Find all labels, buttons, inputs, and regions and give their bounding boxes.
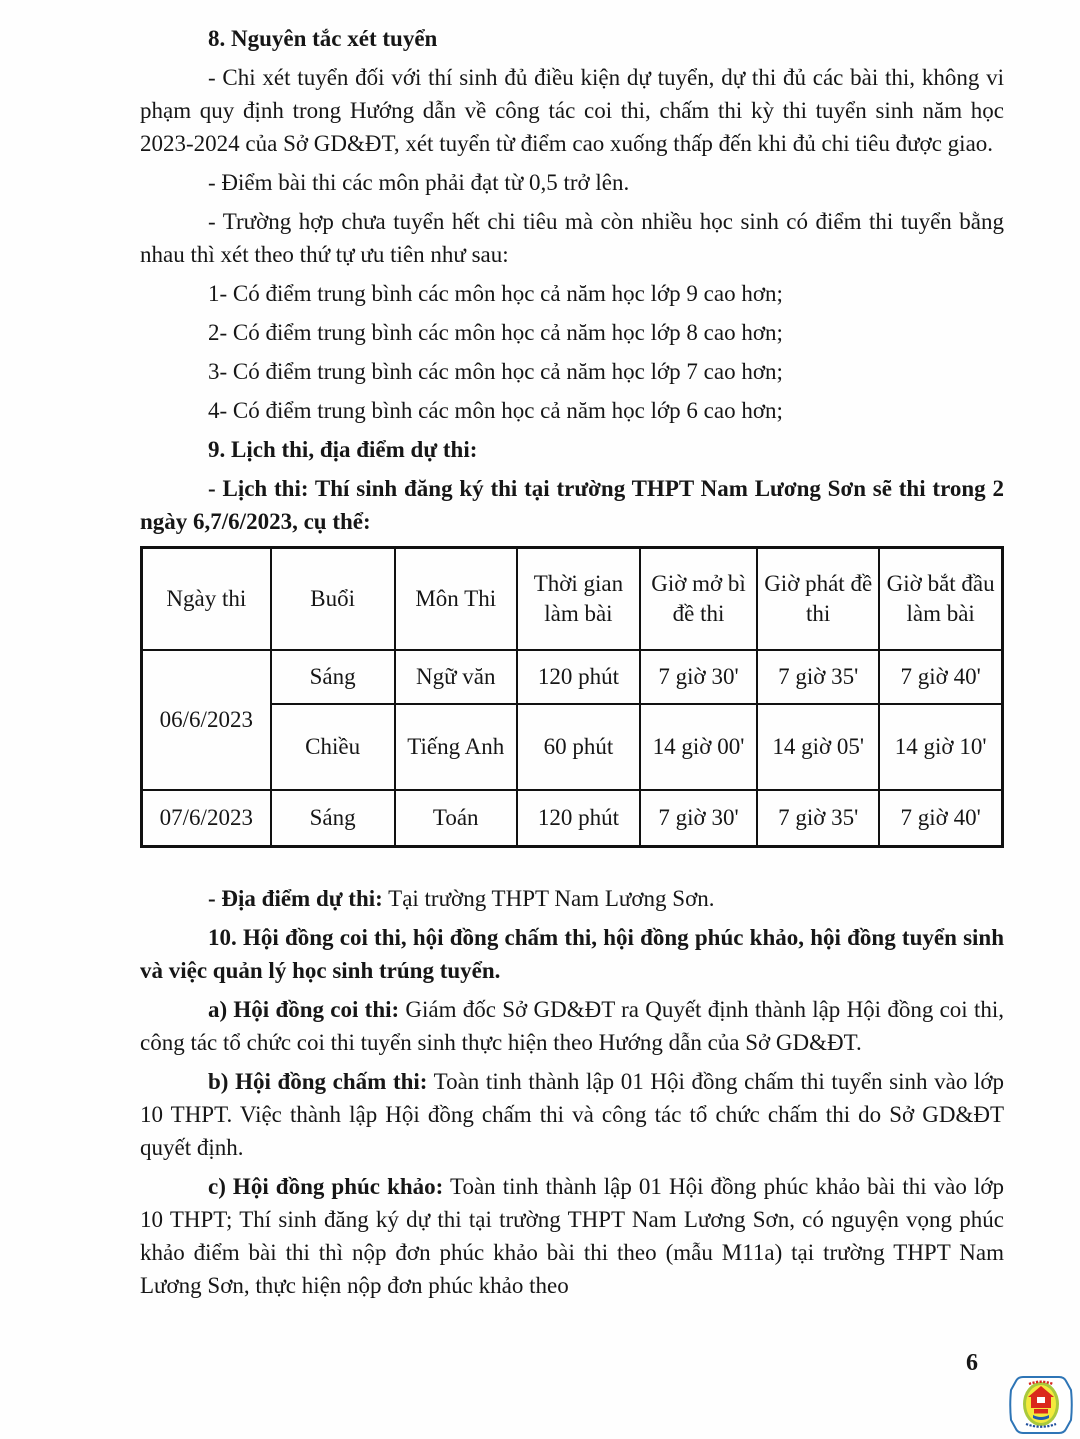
page-number: 6	[966, 1350, 978, 1376]
cell-duration: 120 phút	[517, 650, 640, 704]
cell-handout-time: 7 giờ 35'	[757, 650, 879, 704]
col-header-gio-bat-dau: Giờ bắt đầu làm bài	[879, 548, 1002, 651]
cell-session: Chiều	[271, 704, 395, 790]
table-row	[142, 790, 1003, 847]
sec-b-rest: Toàn tinh thành lập 01 Hội đồng chấm thi tuyển sinh vào lớp 10 THPT. Việc thành lập Hội đồng chấm thi và công tác tổ chức chấm thi do Sở GD&ĐT quyết định.	[140, 1069, 1004, 1160]
paragraph-9-1: - Lịch thi: Thí sinh đăng ký thi tại trường THPT Nam Lương Sơn sẽ thi trong 2 ngày 6,7/6/2023, cụ thể:	[140, 476, 1004, 534]
section-8-heading: 8. Nguyên tắc xét tuyển	[208, 26, 438, 51]
cell-date-2: 07/6/2023	[142, 790, 271, 847]
cell-subject: Toán	[395, 790, 517, 847]
priority-list	[140, 277, 1004, 427]
sec-c-rest: Toàn tinh thành lập 01 Hội đồng phúc khảo bài thi vào lớp 10 THPT; Thí sinh đăng ký dự thi tại trường THPT Nam Lương Sơn, có nguyện vọng phúc khảo điểm bài thi thì nộp đơn phúc khảo bài thi theo (mẫu M11a) tại trường THPT Nam Lương Sơn, thực hiện nộp đơn phúc khảo theo	[140, 1174, 1004, 1298]
dia-diem-rest: Tại trường THPT Nam Lương Sơn.	[382, 886, 715, 911]
table-header-row	[142, 548, 1003, 651]
cell-subject: Ngữ văn	[395, 650, 517, 704]
col-header-gio-phat: Giờ phát đề thi	[757, 548, 879, 651]
paragraph-10b	[140, 1065, 1004, 1164]
priority-item-2: 2- Có điểm trung bình các môn học cả năm học lớp 8 cao hơn;	[208, 320, 783, 345]
cell-subject: Tiếng Anh	[395, 704, 517, 790]
sec-a-lead: a) Hội đồng coi thi:	[208, 997, 400, 1022]
col-header-gio-mo-bi: Giờ mở bì đề thi	[640, 548, 757, 651]
paragraph-10a	[140, 993, 1004, 1059]
col-header-ngay-thi: Ngày thi	[142, 548, 271, 651]
section-9-heading: 9. Lịch thi, địa điểm dự thi:	[208, 437, 478, 462]
table-row	[142, 650, 1003, 704]
cell-handout-time: 7 giờ 35'	[757, 790, 879, 847]
table-row	[142, 704, 1003, 790]
col-header-thoi-gian: Thời gian làm bài	[517, 548, 640, 651]
seal-house-window	[1037, 1397, 1045, 1403]
sec-a-rest: Giám đốc Sở GD&ĐT ra Quyết định thành lập Hội đồng coi thi, công tác tổ chức coi thi tuyển sinh thực hiện theo Hướng dẫn của Sở GD&ĐT.	[140, 997, 1004, 1055]
exam-schedule-table	[140, 546, 1004, 848]
col-header-buoi: Buổi	[271, 548, 395, 651]
cell-open-time: 14 giờ 00'	[640, 704, 757, 790]
cell-start-time: 7 giờ 40'	[879, 650, 1002, 704]
cell-session: Sáng	[271, 650, 395, 704]
section-10-heading: 10. Hội đồng coi thi, hội đồng chấm thi, hội đồng phúc khảo, hội đồng tuyển sinh và việc quản lý học sinh trúng tuyển.	[140, 925, 1004, 983]
paragraph-dia-diem	[140, 882, 1004, 915]
cell-duration: 60 phút	[517, 704, 640, 790]
school-seal-icon	[1008, 1374, 1074, 1436]
cell-session: Sáng	[271, 790, 395, 847]
cell-open-time: 7 giờ 30'	[640, 650, 757, 704]
cell-open-time: 7 giờ 30'	[640, 790, 757, 847]
priority-item-4: 4- Có điểm trung bình các môn học cả năm học lớp 6 cao hơn;	[208, 398, 783, 423]
cell-start-time: 14 giờ 10'	[879, 704, 1002, 790]
paragraph-10c	[140, 1170, 1004, 1302]
sec-c-lead: c) Hội đồng phúc khảo:	[208, 1174, 444, 1199]
priority-item-3: 3- Có điểm trung bình các môn học cả năm học lớp 7 cao hơn;	[208, 359, 783, 384]
paragraph-8-2: - Điểm bài thi các môn phải đạt từ 0,5 trở lên.	[208, 170, 630, 195]
paragraph-8-1: - Chi xét tuyển đối với thí sinh đủ điều kiện dự tuyển, dự thi đủ các bài thi, không vi phạm quy định trong Hướng dẫn về công tác coi thi, chấm thi kỳ thi tuyển sinh năm học 2023-2024 của Sở GD&ĐT, xét tuyển từ điểm cao xuống thấp đến khi đủ chi tiêu được giao.	[140, 65, 1004, 156]
cell-handout-time: 14 giờ 05'	[757, 704, 879, 790]
col-header-mon-thi: Môn Thi	[395, 548, 517, 651]
document-content	[140, 22, 1004, 1308]
sec-b-lead: b) Hội đồng chấm thi:	[208, 1069, 428, 1094]
paragraph-8-3: - Trường hợp chưa tuyển hết chi tiêu mà còn nhiều học sinh có điểm thi tuyển bằng nhau thì xét theo thứ tự ưu tiên như sau:	[140, 209, 1004, 267]
seal-plaque	[1034, 1409, 1048, 1414]
cell-duration: 120 phút	[517, 790, 640, 847]
cell-start-time: 7 giờ 40'	[879, 790, 1002, 847]
priority-item-1: 1- Có điểm trung bình các môn học cả năm học lớp 9 cao hơn;	[208, 281, 783, 306]
cell-date-1: 06/6/2023	[142, 650, 271, 790]
dia-diem-lead: - Địa điểm dự thi:	[208, 886, 383, 911]
